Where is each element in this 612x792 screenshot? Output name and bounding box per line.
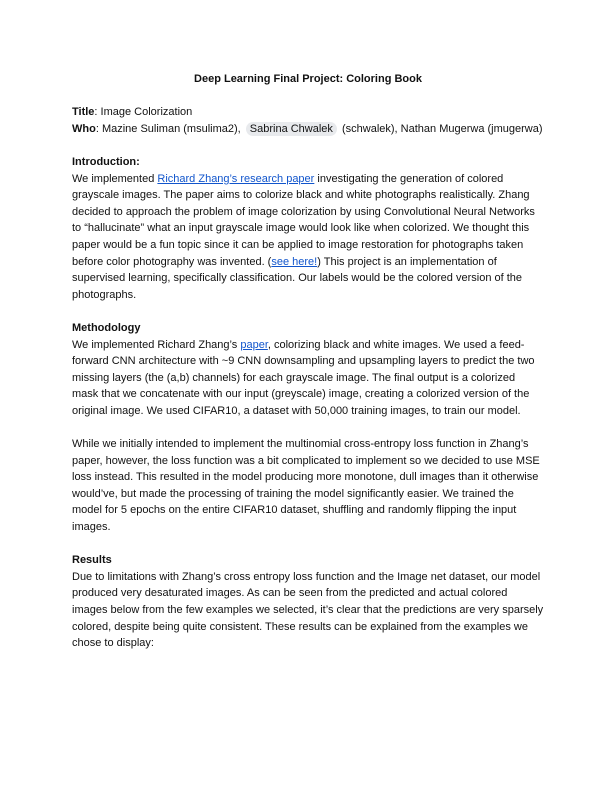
intro-text-3: ) This project is an implementation of supervised learning, specifically classification. Our labels would be the colored version of the photographs. <box>72 255 523 301</box>
title-label: Title <box>72 106 95 119</box>
results-heading: Results <box>72 554 112 567</box>
title-line <box>72 104 544 121</box>
paper-link[interactable]: paper <box>240 338 268 351</box>
spacer <box>72 137 544 154</box>
who-line <box>72 121 544 138</box>
who-suffix: (schwalek), Nathan Mugerwa (jmugerwa) <box>341 122 543 135</box>
research-paper-link[interactable]: Richard Zhang’s research paper <box>157 172 315 185</box>
methodology-heading: Methodology <box>72 321 141 334</box>
spacer <box>72 419 544 436</box>
intro-text-1: We implemented <box>72 172 158 185</box>
see-here-link[interactable]: see here! <box>271 255 318 268</box>
title-value: : Image Colorization <box>94 106 193 119</box>
who-prefix: : Mazine Suliman (msulima2), <box>95 122 241 135</box>
document-page <box>72 71 544 652</box>
who-label: Who <box>72 122 96 135</box>
method-text-1: We implemented Richard Zhang’s <box>72 338 241 351</box>
introduction-heading: Introduction: <box>72 155 140 168</box>
intro-text-2: investigating the generation of colored grayscale images. The paper aims to colorize black and white photographs realistically. Zhang decided to approach the problem of image colorization by using Convolutional Neural Networks to “hallucinate” what an input grayscale image would look like when colorized. We thought this paper would be a fun topic since it can be applied to image restoration for photographs taken before color photography was invented. ( <box>72 172 535 268</box>
results-paragraph: Due to limitations with Zhang’s cross entropy loss function and the Image net dataset, our model produced very desaturated images. As can be seen from the predicted and actual colored images below from the few examples we selected, it’s clear that the predictions are very sparsely colored, despite being quite consistent. These results can be explained from the examples we chose to display: <box>72 570 544 650</box>
introduction-paragraph <box>72 171 544 304</box>
methodology-paragraph-1 <box>72 337 544 420</box>
method-text-2: , colorizing black and white images. We used a feed-forward CNN architecture with ~9 CNN downsampling and upsampling layers to predict the two missing layers (the (a,b) channels) for each grayscale image. The final output is a colorized mask that we concatenate with our input (greyscale) image, creating a colorized version of the original image. We used CIFAR10, a dataset with 50,000 training images, to train our model. <box>72 338 535 417</box>
spacer <box>72 303 544 320</box>
spacer <box>72 536 544 553</box>
person-chip[interactable]: Sabrina Chwalek <box>246 122 337 136</box>
methodology-paragraph-2: While we initially intended to implement the multinomial cross-entropy loss function in Zhang’s paper, however, the loss function was a bit complicated to implement so we decided to use MSE loss instead. This resulted in the model producing more monotone, dull images than it otherwise would’ve, but made the processing of training the model significantly easier. We trained the model for 5 epochs on the entire CIFAR10 dataset, shuffling and randomly flipping the input images. <box>72 438 540 534</box>
document-title: Deep Learning Final Project: Coloring Book <box>194 73 422 85</box>
